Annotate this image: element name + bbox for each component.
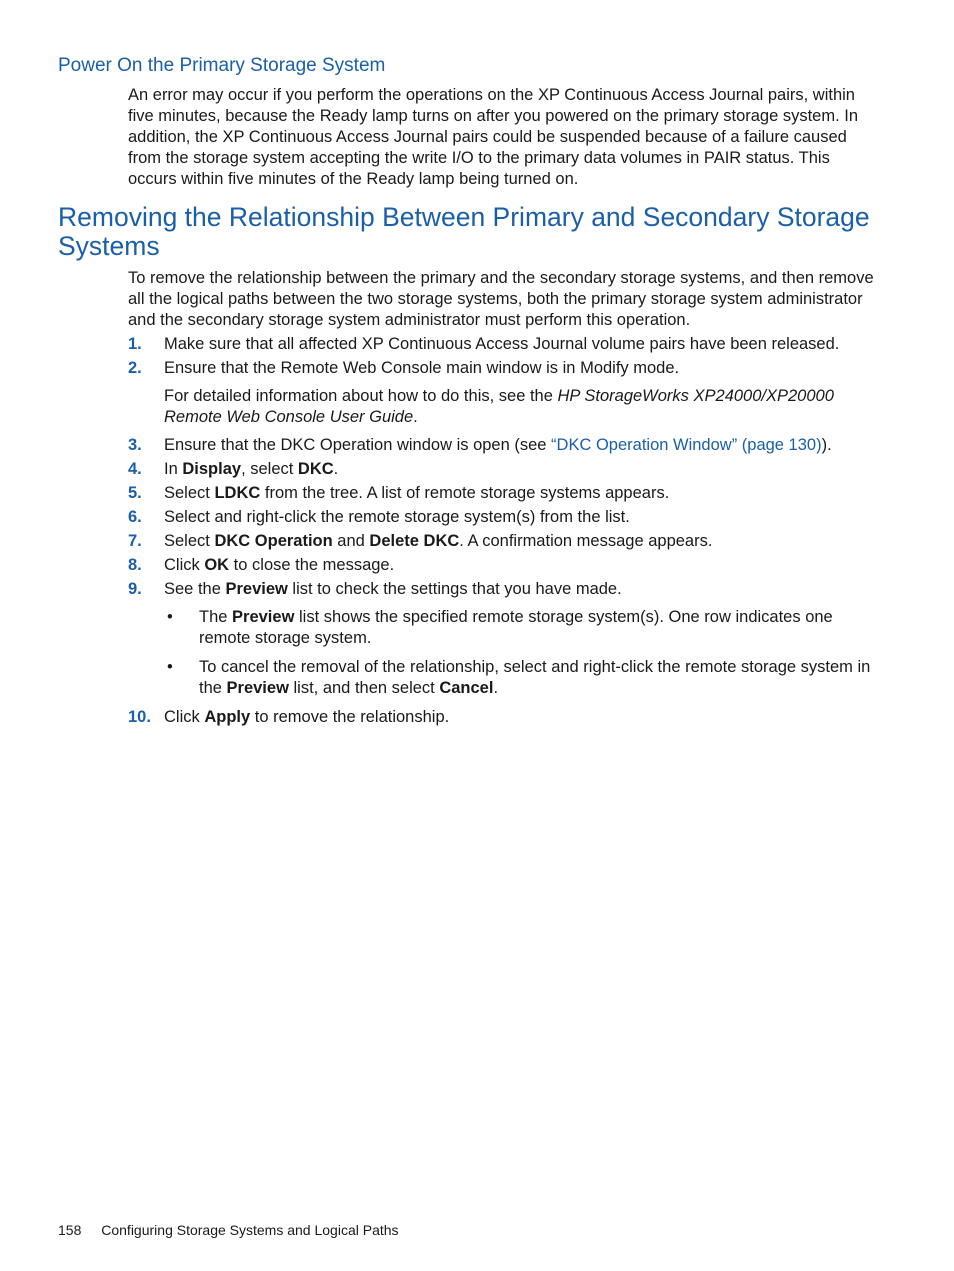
step-text-end: ).: [821, 436, 832, 454]
step-9: [128, 579, 878, 600]
step-text: Select: [164, 532, 215, 550]
page-footer: [58, 1222, 399, 1238]
step-number: 10.: [128, 708, 151, 726]
ui-term: Preview: [226, 679, 289, 697]
step-1: [128, 334, 878, 355]
step-8: [128, 555, 878, 576]
step-5: [128, 483, 878, 504]
step-text-end: from the tree. A list of remote storage systems appears.: [260, 484, 670, 502]
step-4: [128, 459, 878, 480]
bullet-icon: •: [167, 658, 173, 676]
bullet-text: The: [199, 608, 233, 626]
step-text-end: . A confirmation message appears.: [459, 532, 713, 550]
step-2-note: [128, 386, 878, 428]
step-text: Make sure that all affected XP Continuous Access Journal volume pairs have been released.: [164, 335, 840, 353]
step-text-end: to close the message.: [229, 556, 395, 574]
step-number: 6.: [128, 508, 142, 526]
step-number: 3.: [128, 436, 142, 454]
bullet-text-end: .: [493, 679, 499, 697]
ui-term: DKC: [297, 460, 334, 478]
step-text: Click: [164, 708, 205, 726]
step-number: 5.: [128, 484, 142, 502]
step-text-end: .: [333, 460, 339, 478]
ui-term: Preview: [232, 608, 295, 626]
bullet-item: [164, 607, 878, 649]
step-text: Ensure that the DKC Operation window is open (see: [164, 436, 552, 454]
step-text: Select and right-click the remote storage system(s) from the list.: [164, 508, 630, 526]
step-text: See the: [164, 580, 226, 598]
section-heading: Power On the Primary Storage System: [58, 55, 386, 76]
step-text: Select: [164, 484, 215, 502]
ui-term: Cancel: [439, 679, 494, 697]
note-text: For detailed information about how to do this, see the: [164, 387, 558, 405]
bullet-text-end: list shows the specified remote storage system(s). One row indicates one remote storage system.: [199, 608, 833, 647]
step-10: [128, 707, 878, 728]
step-text: , select: [241, 460, 298, 478]
page-number: 158: [58, 1222, 82, 1238]
bullet-item: [164, 657, 878, 699]
step-text-end: to remove the relationship.: [250, 708, 450, 726]
step-number: 2.: [128, 359, 142, 377]
dkc-operation-window-link[interactable]: “DKC Operation Window” (page 130): [551, 436, 822, 454]
step-6: [128, 507, 878, 528]
procedure-steps: [128, 334, 878, 731]
step-3: [128, 435, 878, 456]
note-text-end: .: [413, 408, 418, 426]
step-number: 1.: [128, 335, 142, 353]
ui-term: DKC Operation: [214, 532, 333, 550]
step-7: [128, 531, 878, 552]
ui-term: Delete DKC: [369, 532, 460, 550]
ui-term: Display: [182, 460, 242, 478]
bullet-text: To cancel the removal of the relationship, select and right-click the remote storage system in the: [199, 658, 871, 697]
bullet-text: list, and then select: [288, 679, 440, 697]
section-paragraph: An error may occur if you perform the operations on the XP Continuous Access Journal pairs, within five minutes, because the Ready lamp turns on after you powered on the primary storage system. In addition, the XP Continuous Access Journal pairs could be suspended because of a failure caused from the storage system accepting the write I/O to the primary data volumes in PAIR status. This occurs within five minutes of the Ready lamp being turned on.: [128, 86, 859, 188]
step-number: 9.: [128, 580, 142, 598]
step-text: Click: [164, 556, 205, 574]
step-text: Ensure that the Remote Web Console main window is in Modify mode.: [164, 359, 680, 377]
footer-title: Configuring Storage Systems and Logical Paths: [101, 1222, 399, 1238]
ui-term: Apply: [204, 708, 251, 726]
step-2: [128, 358, 878, 379]
bullet-icon: •: [167, 608, 173, 626]
ui-term: LDKC: [214, 484, 261, 502]
step-9-bullets: [164, 607, 878, 699]
step-text: In: [164, 460, 183, 478]
guide-title: HP StorageWorks XP24000/XP20000 Remote Web Console User Guide: [164, 387, 834, 426]
ui-term: Preview: [225, 580, 288, 598]
step-number: 4.: [128, 460, 142, 478]
main-heading: Removing the Relationship Between Primary and Secondary Storage Systems: [58, 202, 870, 261]
step-number: 7.: [128, 532, 142, 550]
step-number: 8.: [128, 556, 142, 574]
step-text-end: list to check the settings that you have made.: [287, 580, 622, 598]
ui-term: OK: [204, 556, 230, 574]
step-text: and: [332, 532, 370, 550]
intro-paragraph: To remove the relationship between the primary and the secondary storage systems, and then remove all the logical paths between the two storage systems, both the primary storage system administrator and the secondary storage system administrator must perform this operation.: [128, 269, 874, 329]
